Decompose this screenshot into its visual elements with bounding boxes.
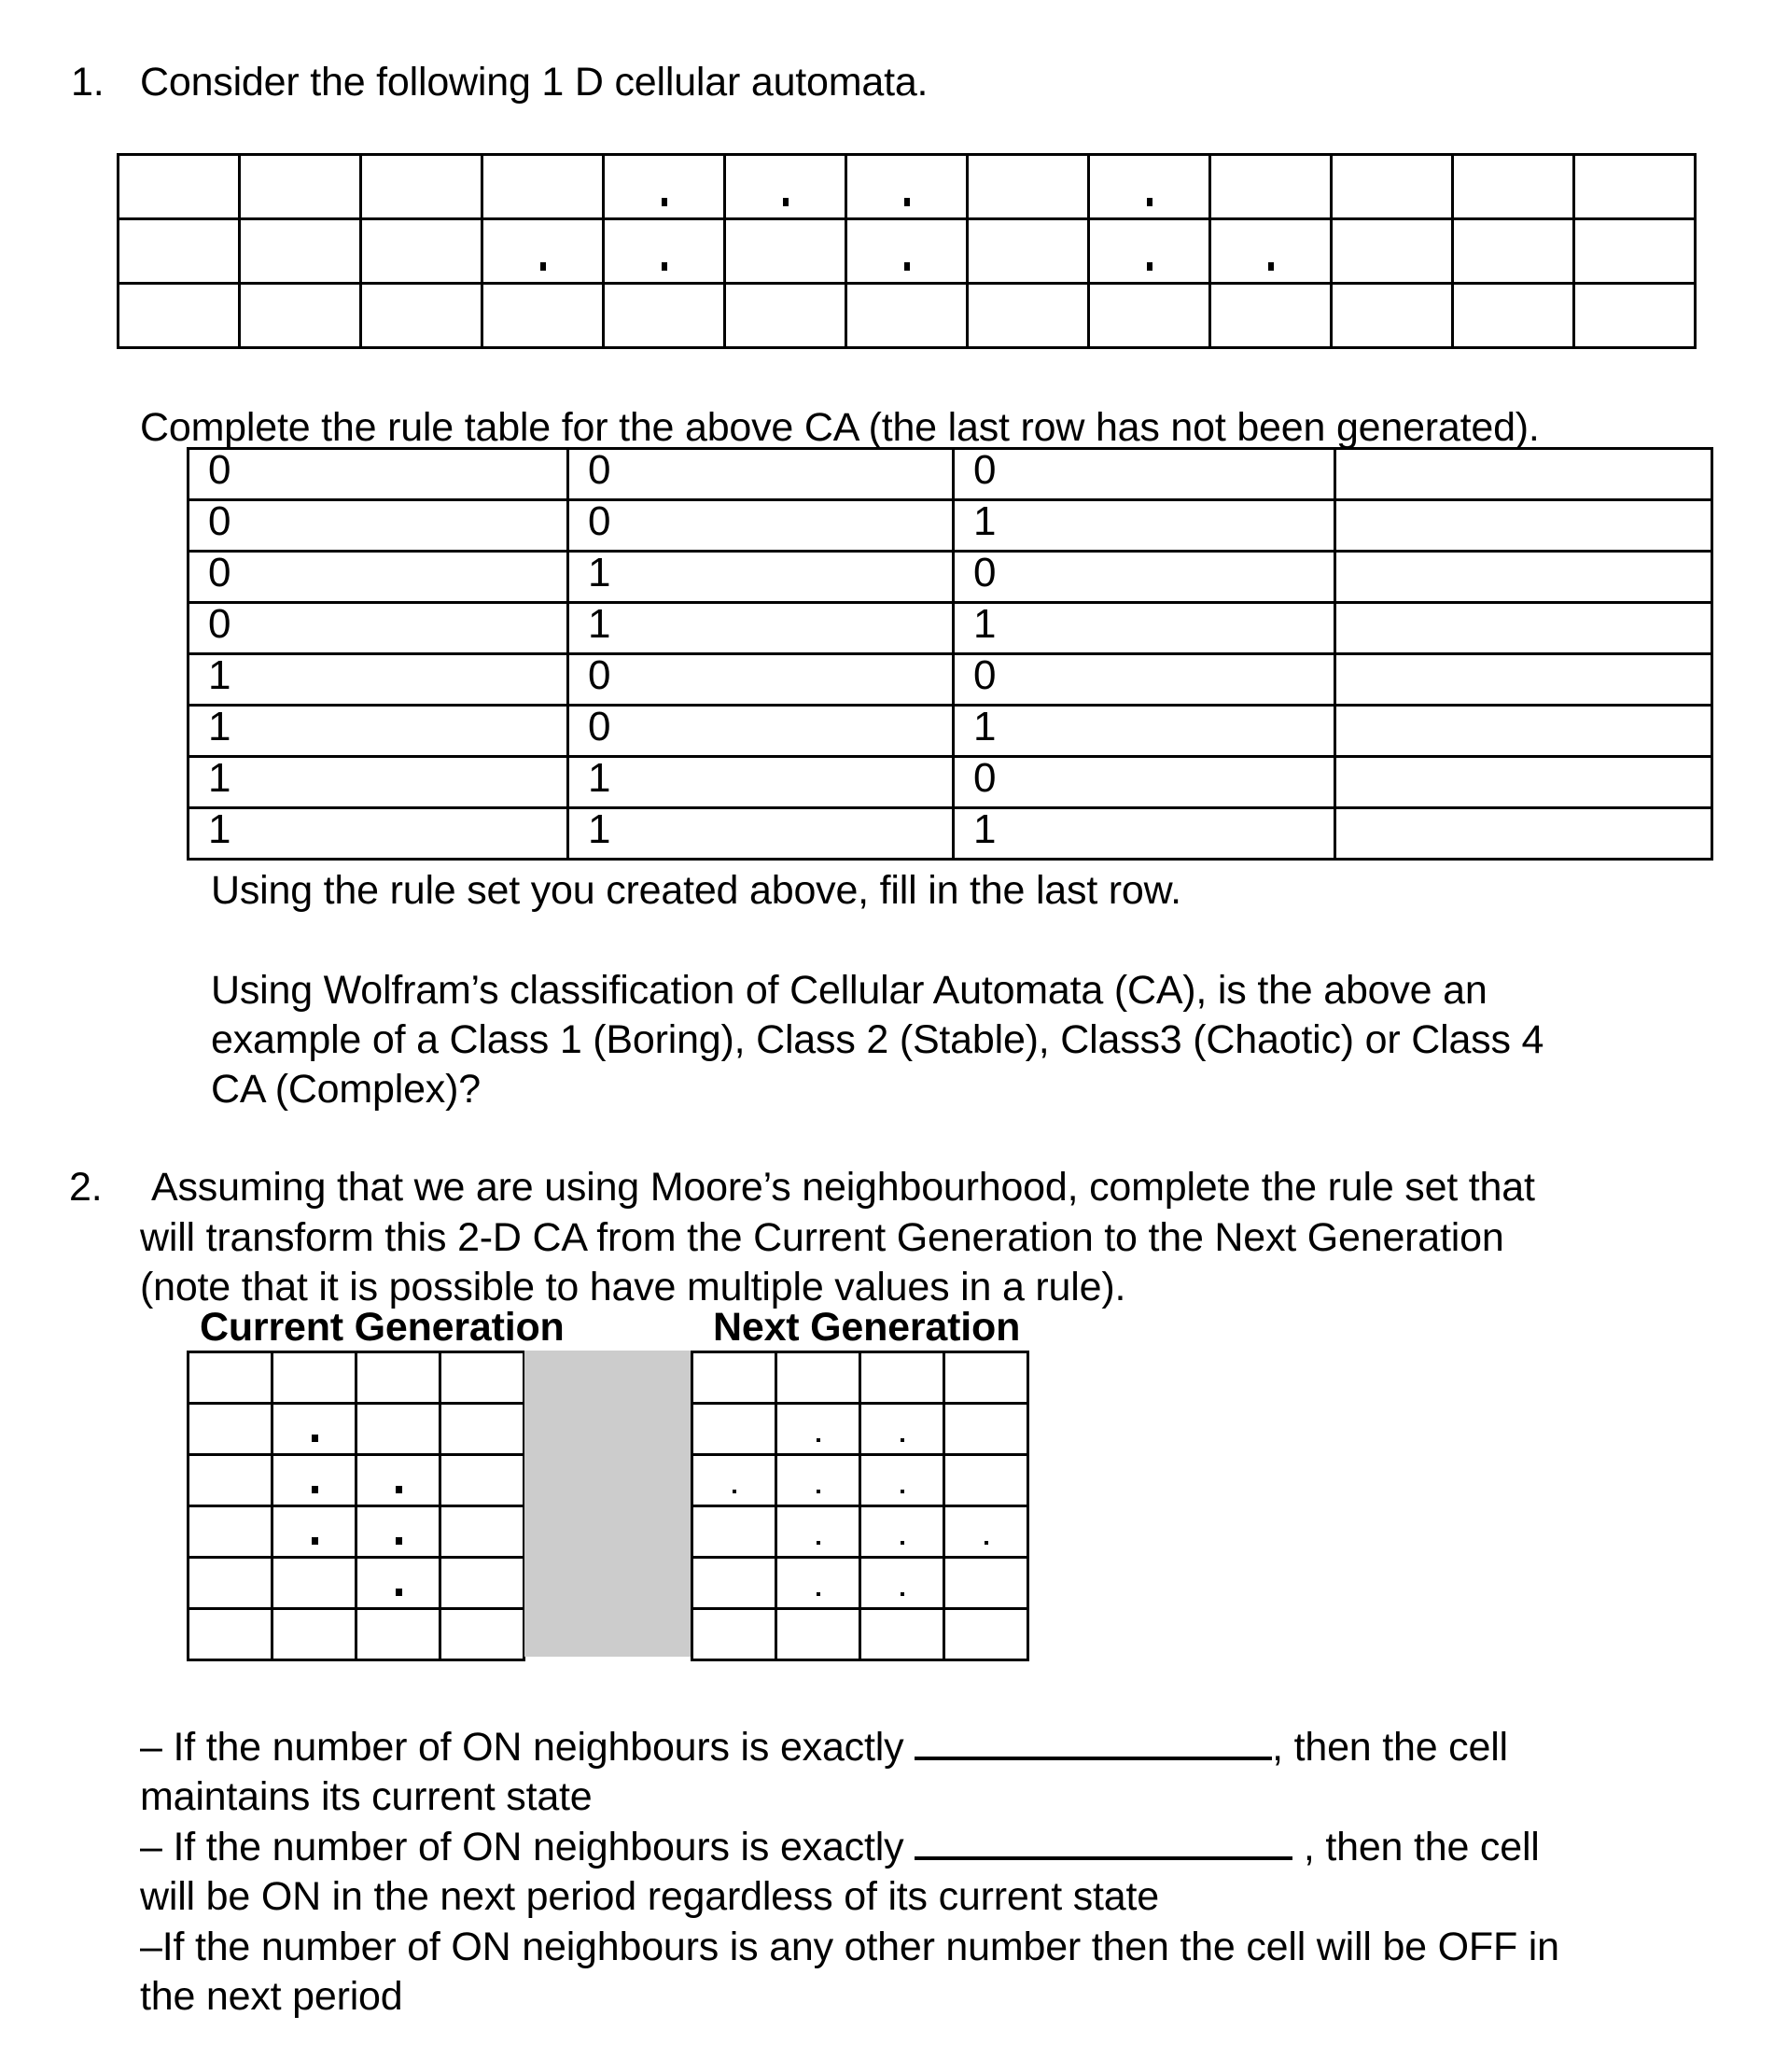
on-cell-dot <box>1147 198 1152 206</box>
next-grid-cell <box>692 1352 776 1404</box>
rule-2-continuation: will be ON in the next period regardless of its current state <box>140 1874 1159 1919</box>
on-cell-dot <box>312 1435 318 1442</box>
current-grid-cell <box>356 1558 440 1609</box>
next-grid-cell <box>944 1404 1028 1455</box>
ca-1d-cell[interactable] <box>119 284 240 348</box>
rule-row <box>189 654 1712 706</box>
ca-1d-cell <box>1453 155 1574 219</box>
rule-input-cell: 0 <box>189 603 568 654</box>
classification-question-line-2: example of a Class 1 (Boring), Class 2 (Stable), Class3 (Chaotic) or Class 4 <box>211 1017 1544 1062</box>
ca-1d-cell <box>604 219 725 284</box>
current-grid-row <box>189 1404 524 1455</box>
rule-row <box>189 449 1712 500</box>
ca-1d-cell[interactable] <box>240 284 361 348</box>
classification-question-line-1: Using Wolfram’s classification of Cellular Automata (CA), is the above an <box>211 968 1488 1013</box>
rule-input-cell: 1 <box>954 603 1335 654</box>
ca-1d-cell <box>1574 155 1696 219</box>
next-grid-row <box>692 1609 1028 1660</box>
rule-output-cell[interactable] <box>1335 706 1712 757</box>
ca-1d-cell <box>1332 219 1453 284</box>
rule-row <box>189 603 1712 654</box>
ca-1d-cell[interactable] <box>482 284 604 348</box>
ca-1d-cell <box>1332 155 1453 219</box>
next-grid-cell <box>944 1506 1028 1558</box>
next-grid-cell <box>944 1609 1028 1660</box>
on-cell-dot <box>817 1438 820 1442</box>
next-grid-cell <box>860 1352 944 1404</box>
rule-input-cell: 0 <box>568 449 954 500</box>
current-grid-cell <box>189 1609 272 1660</box>
ca-1d-cell <box>240 219 361 284</box>
current-grid-cell <box>189 1455 272 1506</box>
current-grid-cell <box>440 1404 524 1455</box>
ca-1d-cell <box>1089 155 1210 219</box>
rule-table-instruction: Complete the rule table for the above CA (the last row has not been generated). <box>140 405 1540 450</box>
rule-1-line <box>140 1723 1508 1772</box>
rule-input-cell: 1 <box>954 706 1335 757</box>
rule-input-cell: 1 <box>568 757 954 808</box>
ca-1d-cell <box>1210 219 1332 284</box>
current-grid-cell <box>356 1404 440 1455</box>
next-grid-cell <box>776 1506 860 1558</box>
next-grid-cell <box>776 1609 860 1660</box>
rule-row <box>189 808 1712 860</box>
question-2-prompt-line-2: will transform this 2-D CA from the Current Generation to the Next Generation <box>140 1215 1504 1260</box>
next-grid-cell <box>776 1404 860 1455</box>
ca-1d-cell <box>482 155 604 219</box>
rule-2-suffix: , then the cell <box>1292 1825 1540 1869</box>
rule-1-continuation: maintains its current state <box>140 1774 593 1819</box>
rule-output-cell[interactable] <box>1335 500 1712 552</box>
ca-1d-cell <box>968 155 1089 219</box>
current-grid-row <box>189 1609 524 1660</box>
current-grid-cell <box>272 1609 356 1660</box>
ca-1d-cell <box>846 219 968 284</box>
next-grid-cell <box>692 1506 776 1558</box>
ca-1d-cell <box>119 155 240 219</box>
on-cell-dot <box>662 198 667 206</box>
classification-question-line-3: CA (Complex)? <box>211 1067 481 1112</box>
ca-1d-row <box>119 155 1696 219</box>
rule-input-cell: 1 <box>954 808 1335 860</box>
rule-input-cell: 0 <box>568 654 954 706</box>
on-cell-dot <box>396 1537 402 1545</box>
current-grid-cell <box>189 1352 272 1404</box>
next-grid-cell <box>860 1404 944 1455</box>
ca-1d-cell <box>361 155 482 219</box>
current-grid-row <box>189 1352 524 1404</box>
current-grid-cell <box>272 1352 356 1404</box>
ca-1d-cell <box>968 219 1089 284</box>
on-cell-dot <box>312 1486 318 1493</box>
next-grid-cell <box>860 1455 944 1506</box>
current-grid-cell <box>272 1455 356 1506</box>
rule-input-cell: 0 <box>954 654 1335 706</box>
ca-1d-cell[interactable] <box>1453 284 1574 348</box>
rule-output-cell[interactable] <box>1335 654 1712 706</box>
ca-1d-cell <box>1089 219 1210 284</box>
ca-1d-row <box>119 219 1696 284</box>
on-cell-dot <box>901 1592 904 1596</box>
rule-input-cell: 1 <box>189 654 568 706</box>
ca-1d-cell <box>482 219 604 284</box>
on-cell-dot <box>662 262 667 271</box>
rule-3-line-1: –If the number of ON neighbours is any other number then the cell will be OFF in <box>140 1925 1559 1969</box>
rule-input-cell: 0 <box>189 449 568 500</box>
current-grid-cell <box>272 1506 356 1558</box>
current-grid-cell <box>356 1455 440 1506</box>
next-grid-cell <box>860 1609 944 1660</box>
on-cell-dot <box>904 198 910 206</box>
on-cell-dot <box>396 1486 402 1493</box>
rule-input-cell: 0 <box>568 706 954 757</box>
rule-row <box>189 706 1712 757</box>
current-grid-cell <box>356 1506 440 1558</box>
ca-1d-cell <box>119 219 240 284</box>
ca-1d-cell <box>846 155 968 219</box>
rule-input-cell: 0 <box>954 449 1335 500</box>
current-grid-cell <box>440 1558 524 1609</box>
rule-output-cell[interactable] <box>1335 757 1712 808</box>
on-cell-dot <box>901 1438 904 1442</box>
next-grid-cell <box>692 1558 776 1609</box>
fill-instruction: Using the rule set you created above, fill in the last row. <box>211 868 1181 913</box>
current-grid-cell <box>356 1352 440 1404</box>
next-grid-cell <box>692 1609 776 1660</box>
on-cell-dot <box>901 1490 904 1493</box>
rule-input-cell: 1 <box>954 500 1335 552</box>
rule-input-cell: 0 <box>954 757 1335 808</box>
ca-1d-cell[interactable] <box>1574 284 1696 348</box>
current-grid-cell <box>189 1404 272 1455</box>
on-cell-dot <box>783 198 789 206</box>
ca-1d-cell[interactable] <box>604 284 725 348</box>
on-cell-dot <box>817 1541 820 1545</box>
ca-1d-cell <box>240 155 361 219</box>
on-cell-dot <box>1147 262 1152 271</box>
on-cell-dot <box>1268 262 1274 271</box>
question-1-number: 1. <box>71 60 105 105</box>
next-grid-cell <box>692 1404 776 1455</box>
current-grid-cell <box>356 1609 440 1660</box>
rule-1-suffix: , then the cell <box>1272 1725 1508 1770</box>
current-grid-cell <box>440 1455 524 1506</box>
ca-1d-row <box>119 284 1696 348</box>
ca-1d-cell <box>361 219 482 284</box>
on-cell-dot <box>817 1490 820 1493</box>
ca-1d-cell <box>1210 155 1332 219</box>
next-grid-cell <box>860 1558 944 1609</box>
next-grid-row <box>692 1352 1028 1404</box>
current-grid-cell <box>440 1352 524 1404</box>
ca-1d-cell <box>725 219 846 284</box>
next-grid-cell <box>944 1352 1028 1404</box>
current-grid-cell <box>189 1506 272 1558</box>
next-generation-label: Next Generation <box>713 1305 1021 1350</box>
current-grid-row <box>189 1558 524 1609</box>
current-grid-cell <box>440 1506 524 1558</box>
question-2-prompt-line-1: Assuming that we are using Moore’s neighbourhood, complete the rule set that <box>151 1165 1535 1210</box>
rule-row <box>189 757 1712 808</box>
on-cell-dot <box>817 1592 820 1596</box>
rule-2-line <box>140 1823 1540 1872</box>
ca-1d-grid <box>117 153 1697 349</box>
grid-separator <box>524 1351 691 1657</box>
next-grid-row <box>692 1455 1028 1506</box>
question-2-prompt-line-3: (note that it is possible to have multiple values in a rule). <box>140 1265 1126 1309</box>
rule-input-cell: 1 <box>189 706 568 757</box>
ca-1d-cell[interactable] <box>1089 284 1210 348</box>
current-grid-cell <box>272 1558 356 1609</box>
current-grid-cell <box>440 1609 524 1660</box>
next-grid-cell <box>692 1455 776 1506</box>
rule-1-prefix: – If the number of ON neighbours is exactly <box>140 1725 904 1770</box>
rule-3-line-2: the next period <box>140 1974 403 2019</box>
ca-1d-cell <box>604 155 725 219</box>
next-generation-grid <box>691 1351 1029 1661</box>
current-grid-cell <box>272 1404 356 1455</box>
rule-output-cell[interactable] <box>1335 603 1712 654</box>
ca-1d-cell <box>1453 219 1574 284</box>
next-grid-cell <box>860 1506 944 1558</box>
rule-input-cell: 1 <box>568 552 954 603</box>
rule-input-cell: 1 <box>568 603 954 654</box>
on-cell-dot <box>901 1541 904 1545</box>
rule-input-cell: 0 <box>568 500 954 552</box>
ca-1d-cell[interactable] <box>361 284 482 348</box>
on-cell-dot <box>985 1541 988 1545</box>
next-grid-row <box>692 1506 1028 1558</box>
rule-input-cell: 1 <box>189 757 568 808</box>
rule-input-cell: 0 <box>189 552 568 603</box>
rule-output-cell[interactable] <box>1335 552 1712 603</box>
ca-1d-cell <box>725 155 846 219</box>
question-1-prompt: Consider the following 1 D cellular automata. <box>140 60 929 105</box>
rule-row <box>189 552 1712 603</box>
next-grid-cell <box>776 1352 860 1404</box>
current-generation-grid <box>187 1351 525 1661</box>
next-grid-row <box>692 1404 1028 1455</box>
on-cell-dot <box>733 1490 736 1493</box>
ca-1d-cell[interactable] <box>968 284 1089 348</box>
question-2-number: 2. <box>69 1165 103 1210</box>
on-cell-dot <box>904 262 910 271</box>
rule-row <box>189 500 1712 552</box>
rule-2-answer-blank[interactable] <box>915 1825 1292 1860</box>
ca-1d-cell[interactable] <box>846 284 968 348</box>
rule-input-cell: 1 <box>568 808 954 860</box>
rule-input-cell: 0 <box>189 500 568 552</box>
rule-output-cell[interactable] <box>1335 808 1712 860</box>
next-grid-cell <box>776 1455 860 1506</box>
ca-1d-cell <box>1574 219 1696 284</box>
on-cell-dot <box>540 262 546 271</box>
on-cell-dot <box>312 1537 318 1545</box>
ca-1d-cell[interactable] <box>1210 284 1332 348</box>
current-generation-label: Current Generation <box>200 1305 565 1350</box>
next-grid-cell <box>944 1455 1028 1506</box>
current-grid-cell <box>189 1558 272 1609</box>
on-cell-dot <box>396 1589 402 1596</box>
rule-input-cell: 1 <box>189 808 568 860</box>
ca-1d-cell[interactable] <box>725 284 846 348</box>
rule-output-cell[interactable] <box>1335 449 1712 500</box>
rule-table <box>187 447 1713 861</box>
next-grid-cell <box>944 1558 1028 1609</box>
next-grid-cell <box>776 1558 860 1609</box>
ca-1d-cell[interactable] <box>1332 284 1453 348</box>
next-grid-row <box>692 1558 1028 1609</box>
current-grid-row <box>189 1455 524 1506</box>
rule-input-cell: 0 <box>954 552 1335 603</box>
rule-1-answer-blank[interactable] <box>915 1725 1272 1760</box>
rule-2-prefix: – If the number of ON neighbours is exactly <box>140 1825 904 1869</box>
current-grid-row <box>189 1506 524 1558</box>
